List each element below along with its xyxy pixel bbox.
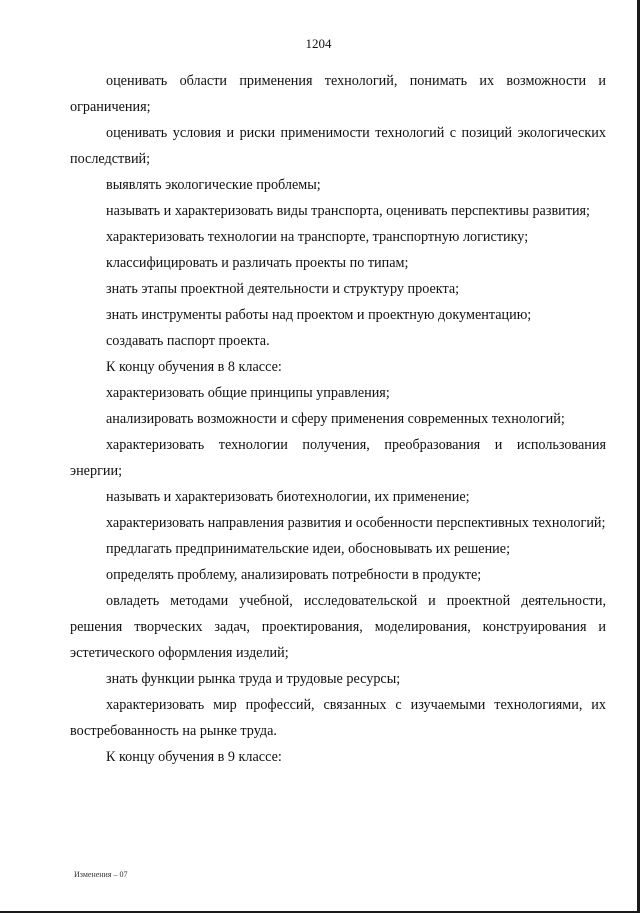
paragraph: знать этапы проектной деятельности и структуру проекта; [106, 281, 460, 297]
paragraph: овладеть методами учебной, исследовательской и проектной деятельности, решения творческих задач, проектирования, моделирования, конструирования и эстетического оформления изделий; [70, 593, 606, 661]
paragraph: характеризовать технологии получения, преобразования и использования энергии; [70, 437, 606, 479]
paragraph: создавать паспорт проекта. [106, 333, 270, 349]
paragraph: характеризовать технологии на транспорте, транспортную логистику; [106, 229, 529, 245]
paragraph: оценивать условия и риски применимости технологий с позиций экологических последствий; [70, 125, 606, 167]
body-text [70, 68, 606, 770]
paragraph: классифицировать и различать проекты по типам; [106, 255, 409, 271]
paragraph: характеризовать направления развития и особенности перспективных технологий; [106, 515, 606, 531]
paragraph: оценивать области применения технологий, понимать их возможности и ограничения; [70, 73, 606, 115]
section-heading-grade-8: К концу обучения в 8 классе: [106, 359, 282, 375]
paragraph: анализировать возможности и сферу применения современных технологий; [106, 411, 565, 427]
paragraph: характеризовать мир профессий, связанных с изучаемыми технологиями, их востребованность на рынке труда. [70, 697, 606, 739]
page-number: 1204 [305, 36, 332, 51]
paragraph: предлагать предпринимательские идеи, обосновывать их решение; [106, 541, 511, 557]
paragraph: выявлять экологические проблемы; [106, 177, 321, 193]
section-heading-grade-9: К концу обучения в 9 классе: [106, 749, 282, 765]
paragraph: характеризовать общие принципы управления; [106, 385, 390, 401]
footer-revision-note: Изменения – 07 [74, 870, 128, 879]
paragraph: называть и характеризовать биотехнологии, их применение; [106, 489, 470, 505]
paragraph: знать функции рынка труда и трудовые ресурсы; [106, 671, 401, 687]
paragraph: определять проблему, анализировать потребности в продукте; [106, 567, 482, 583]
paragraph: называть и характеризовать виды транспорта, оценивать перспективы развития; [106, 203, 591, 219]
paragraph: знать инструменты работы над проектом и проектную документацию; [106, 307, 532, 323]
